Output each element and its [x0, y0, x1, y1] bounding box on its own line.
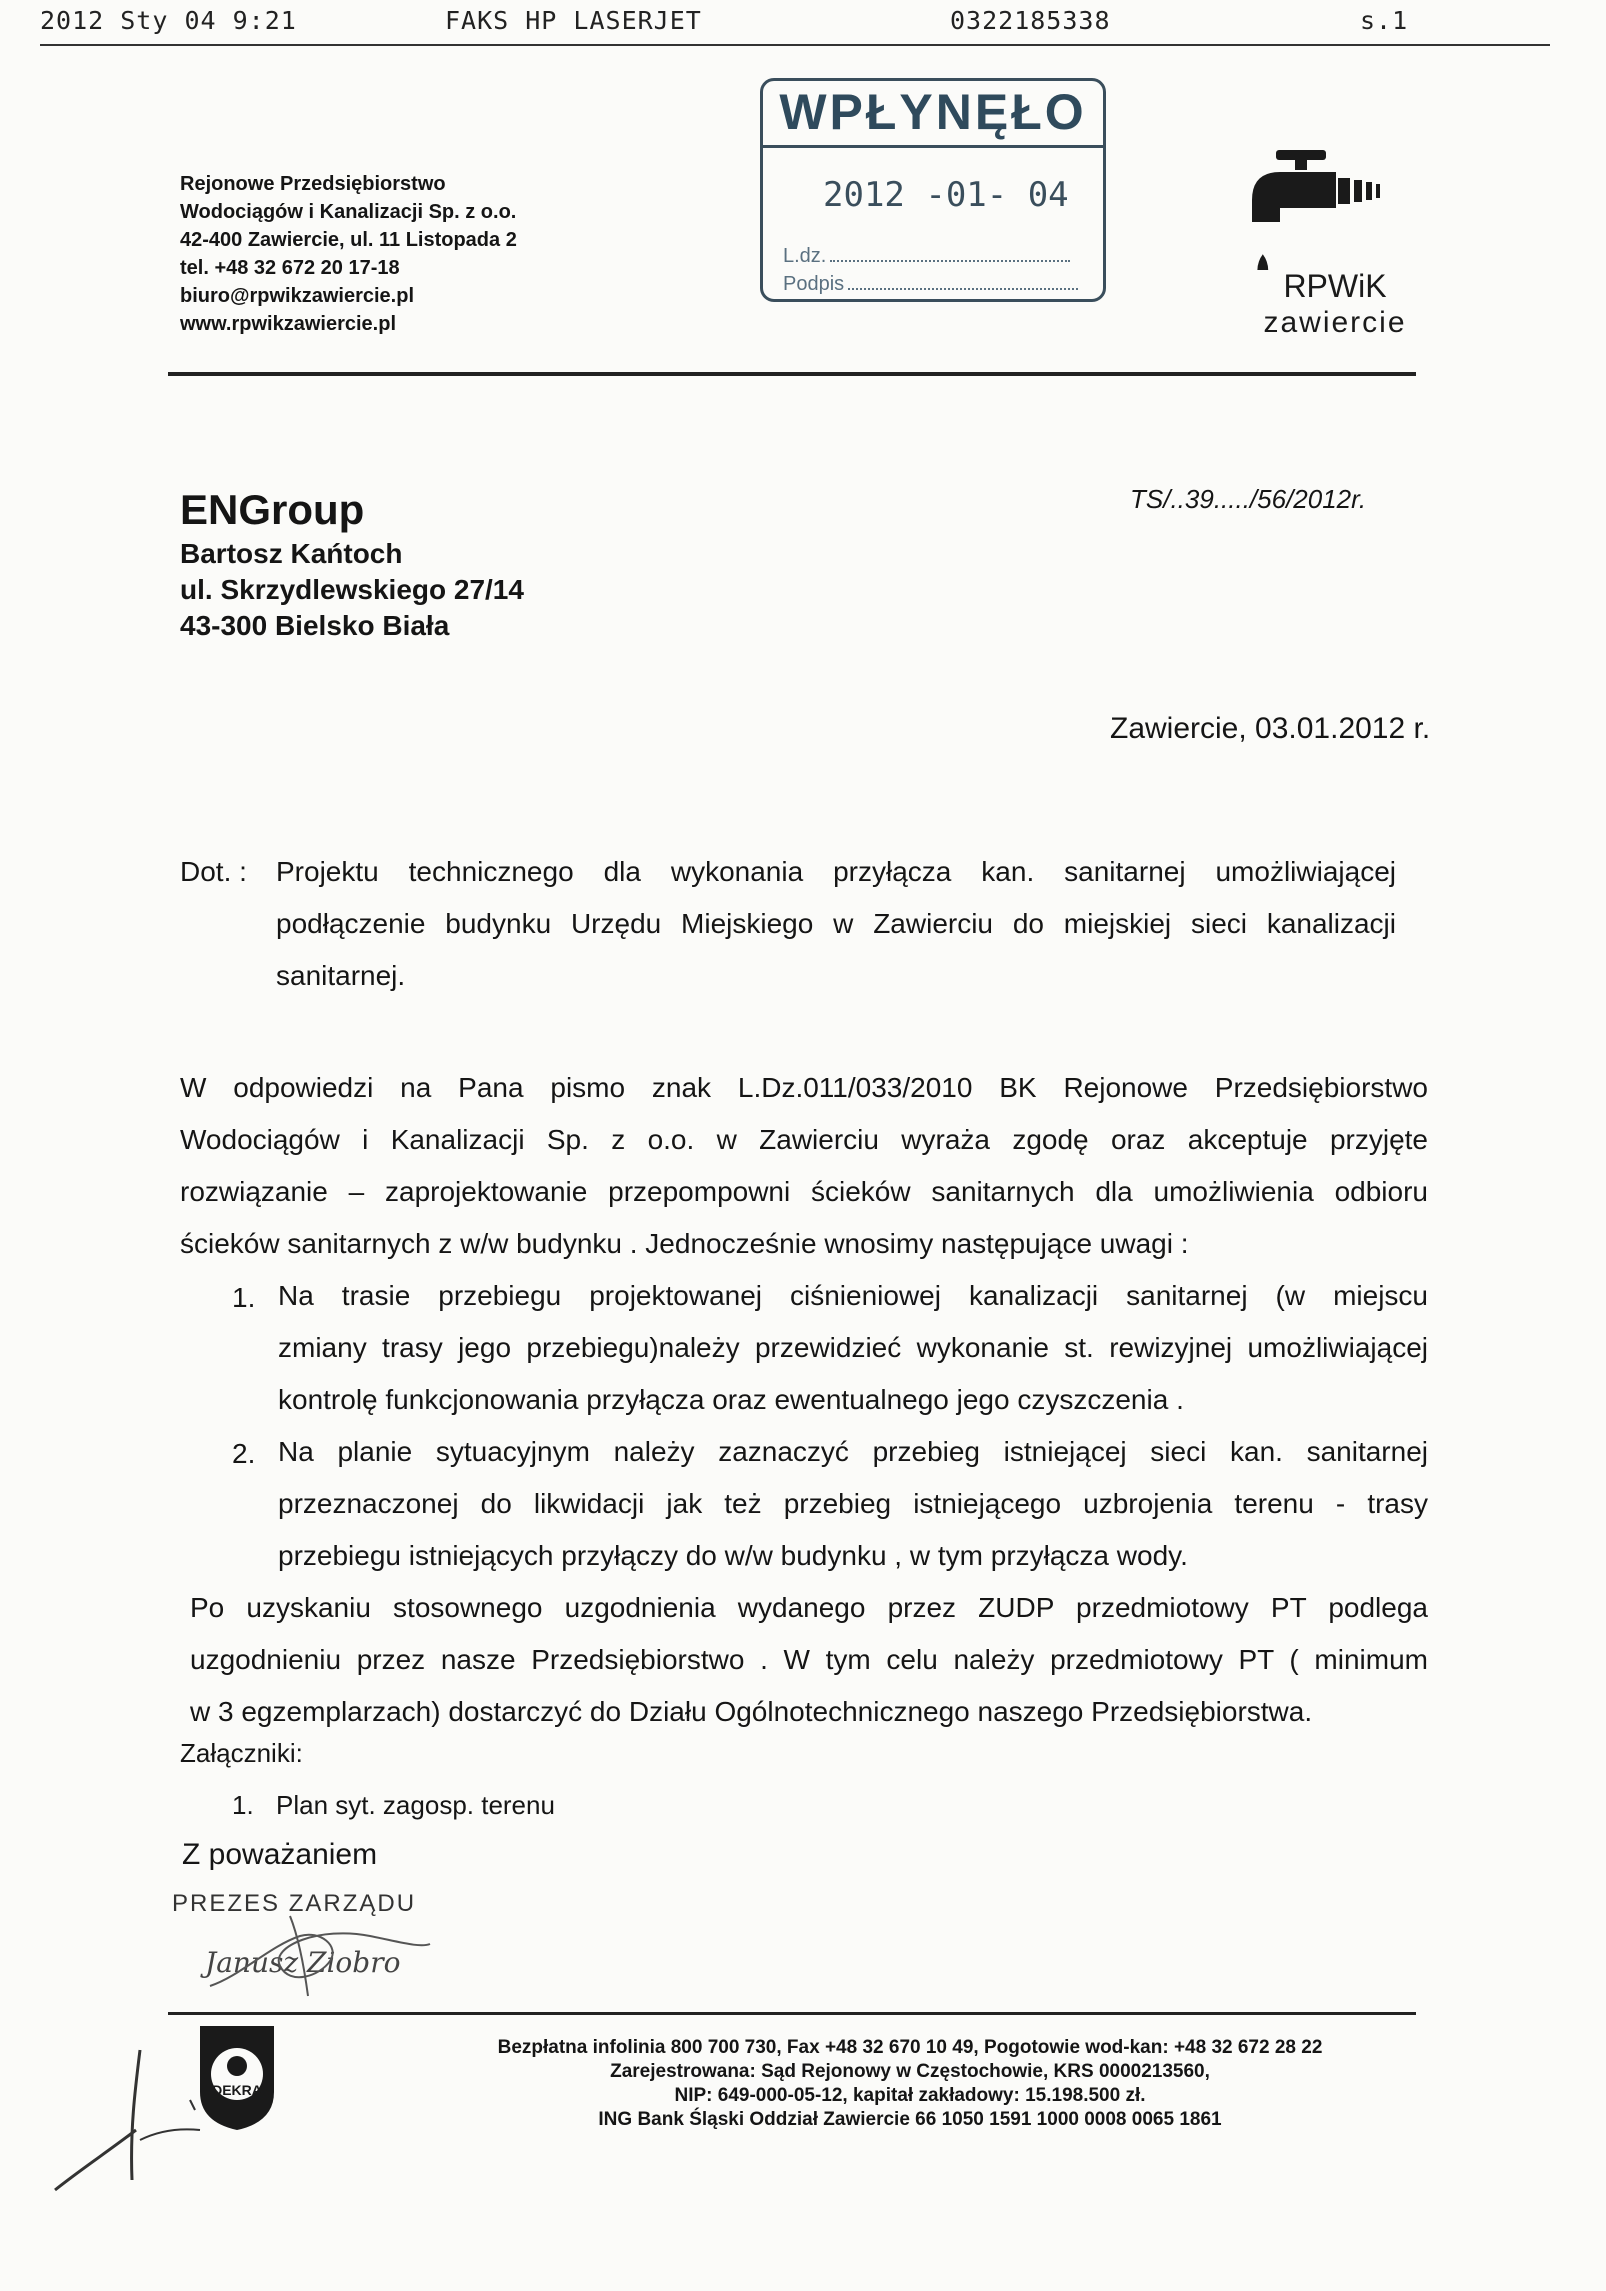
- closing-line: w 3 egzemplarzach) dostarczyć do Działu Ogólnotechnicznego naszego Przedsiębiorstwa.: [190, 1696, 1313, 1727]
- subject-text: [276, 846, 1396, 1002]
- sender-line: Wodociągów i Kanalizacji Sp. z o.o.: [180, 201, 517, 223]
- remark-line: Na trasie przebiegu projektowanej ciśnieniowej kanalizacji sanitarnej (w miejscu: [278, 1280, 1428, 1311]
- attachment-number: 1.: [232, 1790, 254, 1820]
- subject-line: sanitarnej.: [276, 960, 406, 991]
- remark-line: przebiegu istniejących przyłączy do w/w budynku , w tym przyłącza wody.: [278, 1540, 1188, 1571]
- sender-line: 42-400 Zawiercie, ul. 11 Listopada 2: [180, 229, 517, 251]
- intro-line: ścieków sanitarnych z w/w budynku . Jednocześnie wnosimy następujące uwagi :: [180, 1228, 1189, 1259]
- margin-handwritten-mark: [40, 2040, 210, 2200]
- received-stamp: [760, 78, 1106, 302]
- subject-line: podłączenie budynku Urzędu Miejskiego w Zawierciu do miejskiej sieci kanalizacji: [276, 908, 1396, 939]
- stamp-ldz-label: L.dz.: [783, 245, 827, 267]
- attachment-item: Plan syt. zagosp. terenu: [276, 1790, 555, 1820]
- water-tap-icon: [1240, 150, 1430, 270]
- recipient-address: [180, 536, 524, 644]
- footer-line: Zarejestrowana: Sąd Rejonowy w Częstochowie, KRS 0000213560,: [610, 2061, 1210, 2082]
- remark-item: [278, 1270, 1428, 1426]
- intro-line: W odpowiedzi na Pana pismo znak L.Dz.011/033/2010 BK Rejonowe Przedsiębiorstwo: [180, 1072, 1428, 1103]
- place-date: Zawiercie, 03.01.2012 r.: [1110, 712, 1431, 745]
- header-divider: [168, 372, 1416, 376]
- company-logo: [1240, 150, 1430, 350]
- dekra-shield-icon: [196, 2022, 278, 2132]
- sender-line: Rejonowe Przedsiębiorstwo: [180, 173, 446, 195]
- dekra-badge: [196, 2022, 278, 2132]
- intro-line: Wodociągów i Kanalizacji Sp. z o.o. w Zawierciu wyraża zgodę oraz akceptuje przyjęte: [180, 1124, 1428, 1155]
- remark-line: kontrolę funkcjonowania przyłącza oraz ewentualnego jego czyszczenia .: [278, 1384, 1184, 1415]
- subject-label: Dot. :: [180, 856, 247, 887]
- attachments-label: Załączniki:: [180, 1738, 303, 1768]
- recipient-company: ENGroup: [180, 486, 365, 533]
- remark-item: [278, 1426, 1428, 1582]
- recipient-line: ul. Skrzydlewskiego 27/14: [180, 574, 524, 605]
- remark-line: Na planie sytuacyjnym należy zaznaczyć przebieg istniejącej sieci kan. sanitarnej: [278, 1436, 1428, 1467]
- closing-regards: Z poważaniem: [182, 1838, 378, 1871]
- signature-name: Janusz Ziobro: [205, 1946, 401, 1979]
- fax-datetime: 2012 Sty 04 9:21: [40, 6, 297, 35]
- closing-paragraph: [190, 1582, 1428, 1738]
- sender-address: [180, 170, 517, 338]
- intro-line: rozwiązanie – zaprojektowanie przepompowni ścieków sanitarnych dla umożliwienia odbioru: [180, 1176, 1428, 1207]
- intro-paragraph: [180, 1062, 1428, 1270]
- item-number: 2.: [232, 1438, 256, 1469]
- footer-divider: [168, 2012, 1416, 2015]
- closing-line: uzgodnieniu przez nasze Przedsiębiorstwo . W tym celu należy przedmiotowy PT ( minimum: [190, 1644, 1428, 1675]
- stamp-podpis-label: Podpis: [783, 273, 845, 295]
- closing-line: Po uzyskaniu stosownego uzgodnienia wydanego przez ZUDP przedmiotowy PT podlega: [190, 1592, 1428, 1623]
- sender-website: www.rpwikzawiercie.pl: [180, 313, 396, 335]
- stamp-ldz: [783, 245, 1070, 268]
- footer-line: NIP: 649-000-05-12, kapitał zakładowy: 15.198.500 zł.: [674, 2085, 1146, 2106]
- footer-line: ING Bank Śląski Oddział Zawiercie 66 1050 1591 1000 0008 0065 1861: [598, 2109, 1222, 2130]
- footer-company-info: [330, 2036, 1490, 2132]
- logo-city: zawiercie: [1263, 306, 1407, 339]
- dekra-label: DEKRA: [212, 2082, 262, 2098]
- recipient-line: Bartosz Kańtoch: [180, 538, 403, 569]
- recipient-line: 43-300 Bielsko Biała: [180, 610, 450, 641]
- fax-header: [40, 6, 1550, 46]
- remark-line: przeznaczonej do likwidacji jak też przebieg istniejącego uzbrojenia terenu - trasy: [278, 1488, 1428, 1519]
- footer-line: Bezpłatna infolinia 800 700 730, Fax +48 32 670 10 49, Pogotowie wod-kan: +48 32 672 28 22: [497, 2037, 1323, 2058]
- document-reference: TS/..39...../56/2012r.: [1130, 484, 1367, 514]
- fax-number: 0322185338: [950, 6, 1111, 35]
- sender-line: tel. +48 32 672 20 17-18: [180, 257, 400, 279]
- signature-scribble: [180, 1906, 440, 2006]
- logo-name: RPWiK: [1283, 268, 1387, 304]
- fax-page: s.1: [1360, 6, 1409, 35]
- signature-title: PREZES ZARZĄDU: [172, 1890, 417, 1917]
- subject-line: Projektu technicznego dla wykonania przyłącza kan. sanitarnej umożliwiającej: [276, 856, 1396, 887]
- item-number: 1.: [232, 1282, 256, 1313]
- fax-device: FAKS HP LASERJET: [445, 6, 702, 35]
- stamp-title: WPŁYNĘŁO: [779, 84, 1087, 140]
- remark-line: zmiany trasy jego przebiegu)należy przewidzieć wykonanie st. rewizyjnej umożliwiającej: [278, 1332, 1428, 1363]
- stamp-date: 2012 -01- 04: [823, 175, 1069, 215]
- sender-email: biuro@rpwikzawiercie.pl: [180, 285, 415, 307]
- stamp-signature: [783, 273, 1078, 296]
